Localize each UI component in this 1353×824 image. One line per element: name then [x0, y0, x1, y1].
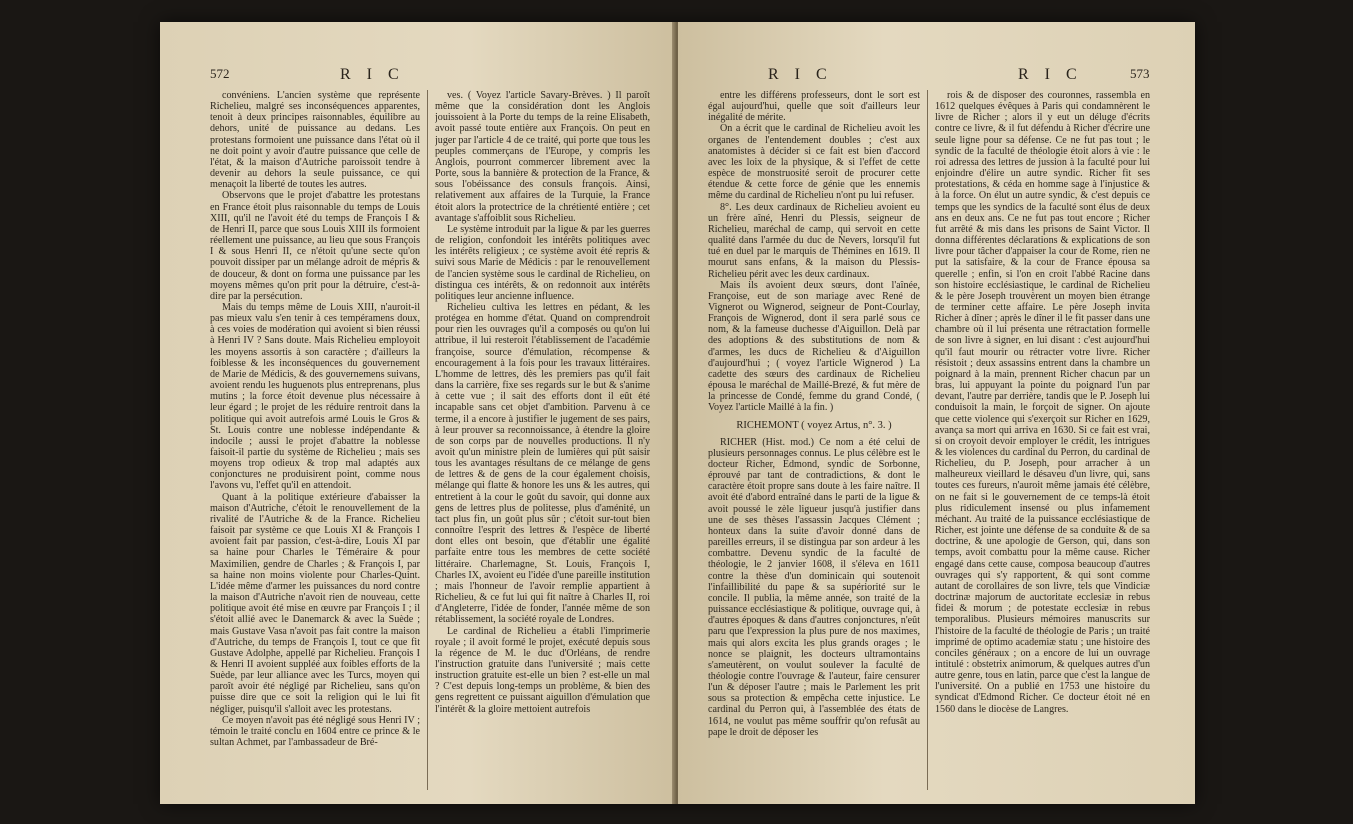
paragraph: entre les différens professeurs, dont le sort est égal aujourd'hui, quelle que soit d'ailleurs leur inégalité de mérite.: [708, 90, 920, 124]
paragraph: Richelieu cultiva les lettres en pédant, & les protégea en homme d'état. Quand on comprendroit pour rien les ouvrages qu'il a composés ou qu'on lui attribue, il lui resteroit l'établissement de l'académie françoise, source d'émulation, récompense & encouragement à la fois pour les travaux littéraires. L'homme de lettres, dès les premiers pas qu'il fait dans la carrière, fixe ses regards sur le but & s'anime à cette vue ; il sait des efforts dont il eût été incapable sans cet objet d'ambition. Parvenu à ce terme, il a encore à justifier le jugement de ses pairs, à leur prouver sa reconnoissance, à étendre la gloire de son corps par de nouvelles productions. Il n'y avoit qu'un ministre plein de lumières qui pût saisir tous les avantages résultans de ce mélange de gens de lettres & de gens de la cour également choisis, mélange qui flatte & honore les uns & les autres, qui entretient à la cour le goût du savoir, qui donne aux gens de lettres plus de politesse, plus d'aménité, un tact plus fin, un goût plus sûr ; c'étoit sur-tout bien connoître l'esprit des lettres & l'espèce de liberté dont elles ont besoin, que d'établir une égalité parfaite entre tous les membres de cette société littéraire. Charlemagne, St. Louis, François I, Charles IX, avoient eu l'idée d'une pareille institution ; mais l'honneur de l'avoir remplie appartient à Richelieu, & ce fut lui qui fit naître à Charles II, roi d'Angleterre, l'idée de fonder, l'année même de son rétablissement, la société royale de Londres.: [435, 301, 650, 626]
paragraph: Mais ils avoient deux sœurs, dont l'aînée, Françoise, eut de son mariage avec René de Vignerot ou Wignerod, seigneur de Pont-Courlay, François de Wignerod, dont il sera parlé sous ce nom, & la fameuse duchesse d'Aiguillon. Delà par des adoptions & des substitutions de nom & d'armes, les ducs de Richelieu & d'Aiguillon d'aujourd'hui ; ( voyez l'article Wignerod ) La cadette des sœurs des cardinaux de Richelieu épousa le maréchal de Maillé-Brezé, & fut mère de la princesse de Condé, femme du grand Condé, ( Voyez l'article Maillé à la fin. ): [708, 279, 920, 414]
paragraph: convéniens. L'ancien système que représente Richelieu, malgré ses inconséquences apparentes, tenoit à deux principes raisonnables, équilibre au dehors, unité de puissance au dedans. Les protestans formoient une puissance dans l'état où il ne doit point y avoir d'autre puissance que celle de l'état, & la maison d'Autriche paroissoit tendre à devenir au dehors la seule puissance, ce qui menaçoit la liberté de toutes les autres.: [210, 90, 420, 191]
column-rule: [427, 90, 428, 790]
open-book: [160, 22, 1195, 804]
left-page-number: 572: [210, 66, 230, 81]
paragraph: Le système introduit par la ligue & par les guerres de religion, confondoit les intérêts politiques avec les intérêts religieux ; ce système avoit été repris & suivi sous Marie de Médicis : par le renouvellement de l'ancien système sous le cardinal de Richelieu, on distingua ces intérêts, & on redonnoit aux intérêts politiques leur ancienne influence.: [435, 223, 650, 302]
section-heading: RICHEMONT ( voyez Artus, n°. 3. ): [736, 419, 892, 431]
right-running-head-right: R I C: [1018, 66, 1083, 83]
paragraph: Mais du temps même de Louis XIII, n'auroit-il pas mieux valu s'en tenir à ces tempéramens doux, à ces voies de modération qui avoient si bien réussi à Henri IV ? Sans doute. Mais Richelieu employoit les moyens assortis à son caractère ; d'ailleurs la foiblesse & les inconséquences du gouvernement de Marie de Médicis, & des gouvernemens suivans, avoient rendu les huguenots plus entreprenans, plus mutins ; la force étoit devenue plus nécessaire à leur égard ; le projet de les réduire rentroit dans la politique qui avoit autrefois armé Louis le Gros & St. Louis contre une noblesse indépendante & indocile ; aussi le projet d'abattre la noblesse faisoit-il partie du système de Richelieu ; mais ses moyens trop odieux & trop mal adaptés aux conjonctures ne produisirent point, comme nous l'avons vu, l'effet qu'il en attendoit.: [210, 301, 420, 492]
left-column-1: [210, 90, 420, 792]
right-column-1: [708, 90, 920, 792]
left-running-head: R I C: [340, 66, 405, 83]
column-rule: [927, 90, 928, 790]
paragraph: On a écrit que le cardinal de Richelieu avoit les organes de l'entendement doubles ; c'est aux anatomistes à décider si ce fait est bien d'accord avec les loix de la physique, & si l'effet de cette espèce de monstruosité seroit de procurer cette étendue & cette force de génie que les ennemis même du cardinal de Richelieu n'ont pu lui refuser.: [708, 123, 920, 202]
paragraph: RICHER (Hist. mod.) Ce nom a été celui de plusieurs personnages connus. Le plus célèbre est le docteur Richer, Edmond, syndic de Sorbonne, éprouvé par tant de contradictions, & dont le caractère étoit propre sans doute à les faire naître. Il avoit été d'abord entraîné dans le parti de la ligue & avoit poussé le zèle ligueur jusqu'à justifier dans une de ses thèses l'assassin Jacques Clément ; honteux dans la suite d'avoir donné dans de pareilles erreurs, il se distingua par son ardeur à les combattre. Devenu syndic de la faculté de théologie, le 2 janvier 1608, il s'éleva en 1611 contre la thèse d'un dominicain qui soutenoit l'infaillibilité du pape & sa supériorité sur le concile. Il publia, la même année, son traité de la puissance ecclésiastique & politique, ouvrage qui, à d'autres époques & dans d'autres conjonctures, n'eût paru que l'expression la plus pure de nos maximes, mais qui alors excita les plus grands orages ; le nonce se plaignit, les docteurs ultramontains s'ameutèrent, on voulut soulever la faculté de théologie contre l'ouvrage & l'auteur, faire censurer l'un & déposer l'autre ; mais le Parlement les prit sous sa protection & empêcha cette injustice. Le cardinal du Perron qui, à l'assemblée des états de 1614, ne voulut pas même souffrir qu'on refusât au pape le droit de déposer les: [708, 436, 920, 738]
left-column-2: [435, 90, 650, 792]
paragraph: rois & de disposer des couronnes, rassembla en 1612 quelques évêques à Paris qui condamnèrent le livre de Richer ; alors il y eut un déluge d'écrits contre ce livre, & il fut défendu à Richer d'écrire une seule ligne pour sa défense. Ce ne fut pas tout ; le syndic de la faculté de théologie étoit alors à vie : le roi adressa des lettres de jussion à la faculté pour lui enjoindre d'élire un autre syndic. Richer fit ses protestations, & céda en homme sage à l'injustice & à la force. On élut un autre syndic, & c'est depuis ce temps que les syndics de la faculté sont élus de deux ans en deux ans. Ce ne fut pas tout encore ; Richer fut arrêté & mis dans les prisons de Saint Victor. Il donna différentes déclarations & explications de son livre pour tâcher d'appaiser la cour de Rome, rien ne put la satisfaire, & la cour de France épousa sa querelle ; enfin, si l'on en croit l'abbé Racine dans son histoire ecclésiastique, le cardinal de Richelieu & le père Joseph trouvèrent un moyen bien étrange de terminer cette affaire. Le père Joseph invita Richer à dîner ; après le dîner il le fit passer dans une chambre où il lui présenta une rétractation formelle de son livre à signer, en lui disant : c'est aujourd'hui qu'il faut mourir ou rétracter votre livre. Richer résistoit ; deux assassins entrent dans la chambre un poignard à la main, prennent Richer chacun par un bras, lui appuyant la pointe du poignard l'un par devant, l'autre par derrière, tandis que le P. Joseph lui conduisoit la main, le forçoit de signer. On ajoute que cette violence qui s'exerçoit sur Richer en 1629, avança sa mort qui arriva en 1630. Si ce fait est vrai, si on croyoit devoir employer le crédit, les intrigues & les violences du cardinal du Perron, du cardinal de Richelieu, du P. Joseph, pour arracher à un malheureux vieillard le désaveu d'un livre, qui, sans toutes ces fureurs, n'auroit même jamais été célèbre, on ne fait si le gouvernement de ce temps-là étoit plus ridiculement insensé ou plus infamement méchant. Au traité de la puissance ecclésiastique de Richer, est jointe une défense de sa conduite & de sa doctrine, & une apologie de Gerson, qui, dans son temps, avoit combattu pour la même cause. Richer engagé dans cette cause, composa beaucoup d'autres ouvrages qui s'y rapportent, & qui sont comme autant de corollaires de son livre, tels que Vindiciæ doctrinæ majorum de auctoritate ecclesiæ in rebus fidei & morum ; de potestate ecclesiæ in rebus temporalibus. Plusieurs mémoires manuscrits sur l'histoire de la faculté de théologie de Paris ; un traité imprimé de optimo academiæ statu ; une histoire des conciles généraux ; on a encore de lui un ouvrage intitulé : obstetrix animorum, & quelques autres d'un autre genre, tous en latin, parce que c'est la langue de l'université. On a publié en 1753 une histoire du syndicat d'Edmond Richer. Ce docteur étoit né en 1560 dans le diocèse de Langres.: [935, 90, 1150, 715]
right-running-head-left: R I C: [768, 66, 833, 83]
paragraph: Le cardinal de Richelieu a établi l'imprimerie royale ; il avoit formé le projet, exécuté depuis sous la régence de M. le duc d'Orléans, de rendre l'instruction gratuite dans l'université ; mais cette instruction gratuite est-elle un bien ? est-elle un mal ? C'est depuis long-temps un problème, & bien des gens regrettent ce puissant aiguillon d'émulation que l'intérêt & la gloire mettoient autrefois: [435, 625, 650, 715]
paragraph: 8°. Les deux cardinaux de Richelieu avoient eu un frère aîné, Henri du Plessis, seigneur de Richelieu, maréchal de camp, qui servoit en cette qualité dans l'armée du duc de Nevers, lorsqu'il fut tué en duel par le marquis de Thémines en 1619. Il mourut sans enfans, & la maison du Plessis-Richelieu périt avec les deux cardinaux.: [708, 201, 920, 280]
left-page: [160, 22, 675, 804]
paragraph: Quant à la politique extérieure d'abaisser la maison d'Autriche, c'étoit le renouvellement de la rivalité de l'Autriche & de la France. Richelieu faisoit par système ce que Louis XI & François I avoient fait par passion, c'est-à-dire, Louis XI par sa haine pour Charles le Téméraire & pour Maximilien, gendre de Charles ; & François I, par sa haine non moins violente pour Charles-Quint. L'idée même d'armer les puissances du nord contre la maison d'Autriche n'avoit rien de nouveau, cette politique avoit été mise en œuvre par François I ; il s'étoit allié avec le Danemarck & avec la Suède ; mais Gustave Vasa n'avoit pas fait contre la maison d'Autriche, du temps de François I, tout ce que fit Gustave Adolphe, appellé par Richelieu. François I & Henri II avoient suppléé aux foibles efforts de la Suède, par leur alliance avec les Turcs, moyen qui paroît avoir été négligé par Richelieu, sans qu'on puisse dire que ce soit la religion qui le lui fit négliger, puisqu'il s'alloit avec les protestans.: [210, 491, 420, 715]
paragraph: Observons que le projet d'abattre les protestans en France étoit plus raisonnable du temps de Louis XIII, qu'il ne l'avoit été du temps de François I & de Henri II, parce que sous Louis XIII ils formoient réellement une puissance, au lieu que sous François I & sous Henri II, ce n'étoit qu'une secte qu'on pouvoit dissiper par un mélange adroit de mépris & de douceur, & dont on forma une puissance par les moyens mêmes qu'on prit pour la détruire, c'est-à-dire par la persécution.: [210, 190, 420, 302]
right-page: [678, 22, 1195, 804]
paragraph: Ce moyen n'avoit pas été négligé sous Henri IV ; témoin le traité conclu en 1604 entre ce prince & le sultan Achmet, par l'ambassadeur de Bré-: [210, 714, 420, 749]
right-page-number: 573: [1130, 66, 1150, 81]
right-column-2: [935, 90, 1150, 792]
paragraph: ves. ( Voyez l'article Savary-Brèves. ) Il paroît même que la considération dont les Anglois jouissoient à la Porte du temps de la reine Elisabeth, avoit passé toute entière aux François. On peut en juger par l'article 4 de ce traité, qui porte que tous les peuples commerçans de l'Europe, y compris les Anglois, pourront commercer librement avec la Porte, sous la bannière & protection de la France, & sous l'obéissance des consuls françois. Ainsi, relativement aux affaires de la Turquie, la France étoit alors la protectrice de la chrétienté entière ; cet avantage s'affoiblit sous Richelieu.: [435, 90, 650, 224]
